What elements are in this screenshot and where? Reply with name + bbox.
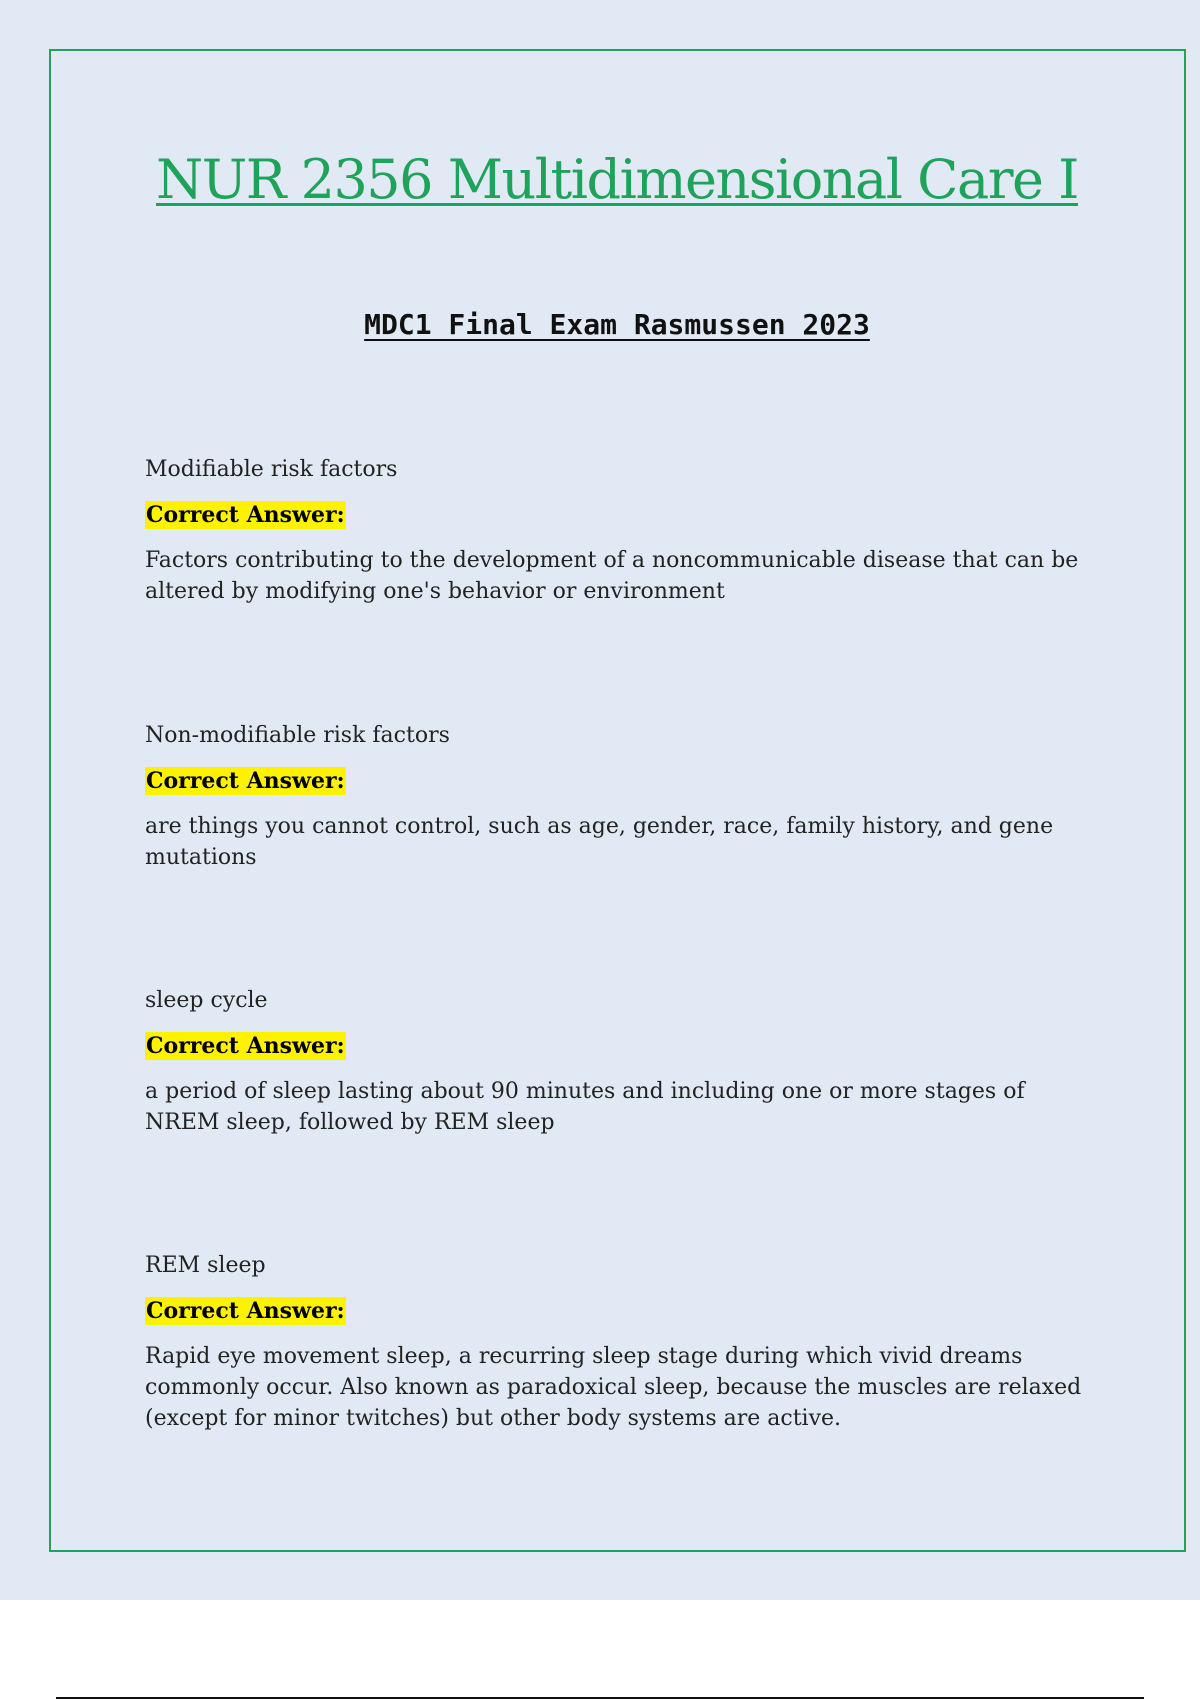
qa-item-3	[145, 986, 1085, 1138]
correct-answer-label: Correct Answer:	[146, 1033, 345, 1059]
question-text: Non-modifiable risk factors	[145, 723, 450, 748]
correct-answer-label: Correct Answer:	[146, 1298, 345, 1324]
qa-item-2	[145, 721, 1085, 873]
correct-answer-label: Correct Answer:	[146, 502, 345, 528]
answer-text: a period of sleep lasting about 90 minutes and including one or more stages of NREM sleep, followed by REM sleep	[145, 1079, 1025, 1135]
correct-answer-label: Correct Answer:	[146, 768, 345, 794]
footer-divider	[56, 1697, 1144, 1699]
question-text: sleep cycle	[145, 988, 268, 1013]
qa-item-1	[145, 455, 1085, 607]
answer-text: Factors contributing to the development of a noncommunicable disease that can be altered by modifying one's behavior or environment	[145, 548, 1079, 604]
document-title: NUR 2356 Multidimensional Care I	[156, 148, 1078, 211]
qa-item-4	[145, 1251, 1085, 1434]
answer-text: Rapid eye movement sleep, a recurring sleep stage during which vivid dreams commonly occur. Also known as paradoxical sleep, because the muscles are relaxed (except for minor twitches) but other body systems are active.	[145, 1344, 1082, 1431]
question-text: Modifiable risk factors	[145, 457, 398, 482]
question-text: REM sleep	[145, 1253, 266, 1278]
answer-text: are things you cannot control, such as age, gender, race, family history, and gene mutations	[145, 814, 1054, 870]
document-subtitle: MDC1 Final Exam Rasmussen 2023	[364, 308, 870, 341]
